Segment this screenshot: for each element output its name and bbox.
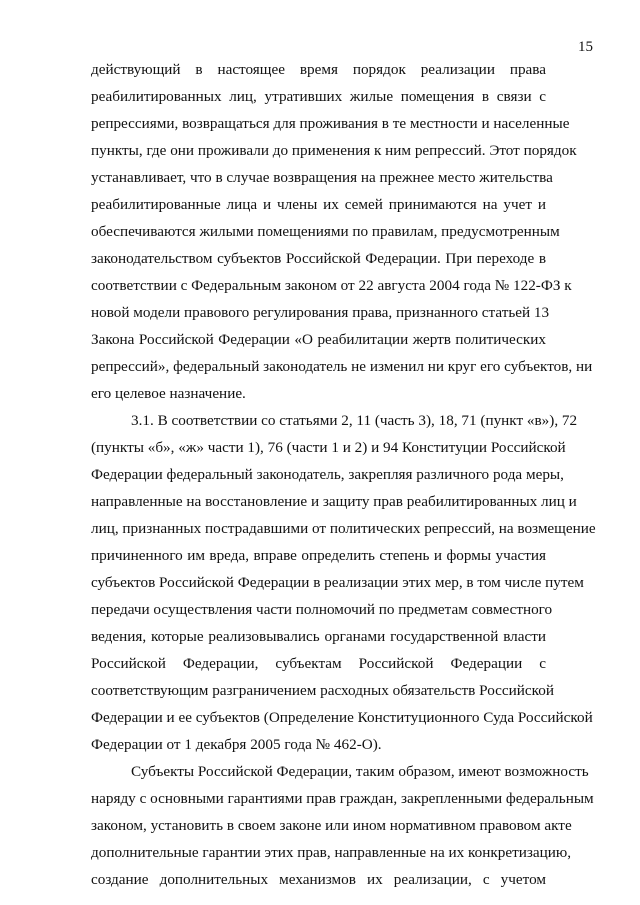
text-line: дополнительные гарантии этих прав, направленные на их конкретизацию, xyxy=(91,844,571,861)
text-line: действующий в настоящее время порядок реализации права xyxy=(91,61,546,78)
text-line: Закона Российской Федерации «О реабилитации жертв политических xyxy=(91,331,546,348)
text-line: законом, установить в своем законе или ином нормативном правовом акте xyxy=(91,817,572,834)
text-line: Федерации от 1 декабря 2005 года № 462-О). xyxy=(91,736,382,753)
text-line: наряду с основными гарантиями прав граждан, закрепленными федеральным xyxy=(91,790,594,807)
text-line: направленные на восстановление и защиту прав реабилитированных лиц и xyxy=(91,493,577,510)
text-line: обеспечиваются жилыми помещениями по правилам, предусмотренным xyxy=(91,223,560,240)
text-line: лиц, признанных пострадавшими от политических репрессий, на возмещение xyxy=(91,520,596,537)
text-line: законодательством субъектов Российской Федерации. При переходе в xyxy=(91,250,546,267)
text-line: Федерации федеральный законодатель, закрепляя различного рода меры, xyxy=(91,466,564,483)
text-line: субъектов Российской Федерации в реализации этих мер, в том числе путем xyxy=(91,574,584,591)
text-line: новой модели правового регулирования права, признанного статьей 13 xyxy=(91,304,550,321)
text-line: устанавливает, что в случае возвращения на прежнее место жительства xyxy=(91,169,553,186)
text-line: реабилитированных лиц, утративших жилые помещения в связи с xyxy=(91,88,546,105)
text-line: соответствующим разграничением расходных обязательств Российской xyxy=(91,682,554,699)
text-line: пункты, где они проживали до применения к ним репрессий. Этот порядок xyxy=(91,142,577,159)
text-line: Федерации и ее субъектов (Определение Конституционного Суда Российской xyxy=(91,709,593,726)
text-line: репрессиями, возвращаться для проживания в те местности и населенные xyxy=(91,115,570,132)
text-line: (пункты «б», «ж» части 1), 76 (части 1 и 2) и 94 Конституции Российской xyxy=(91,439,566,456)
paragraph-first-line: 3.1. В соответствии со статьями 2, 11 (часть 3), 18, 71 (пункт «в»), 72 xyxy=(131,412,578,429)
text-line: создание дополнительных механизмов их реализации, с учетом xyxy=(91,871,546,888)
text-line: соответствии с Федеральным законом от 22 августа 2004 года № 122-ФЗ к xyxy=(91,277,572,294)
paragraph-first-line: Субъекты Российской Федерации, таким образом, имеют возможность xyxy=(131,763,589,780)
text-line: причиненного им вреда, вправе определить степень и формы участия xyxy=(91,547,546,564)
text-line: передачи осуществления части полномочий по предметам совместного xyxy=(91,601,553,618)
text-line: репрессий», федеральный законодатель не изменил ни круг его субъектов, ни xyxy=(91,358,593,375)
page-number: 15 xyxy=(578,39,593,55)
text-line: ведения, которые реализовывались органами государственной власти xyxy=(91,628,546,645)
text-line: его целевое назначение. xyxy=(91,385,246,402)
text-line: реабилитированные лица и члены их семей принимаются на учет и xyxy=(91,196,546,213)
text-line: Российской Федерации, субъектам Российской Федерации с xyxy=(91,655,546,672)
